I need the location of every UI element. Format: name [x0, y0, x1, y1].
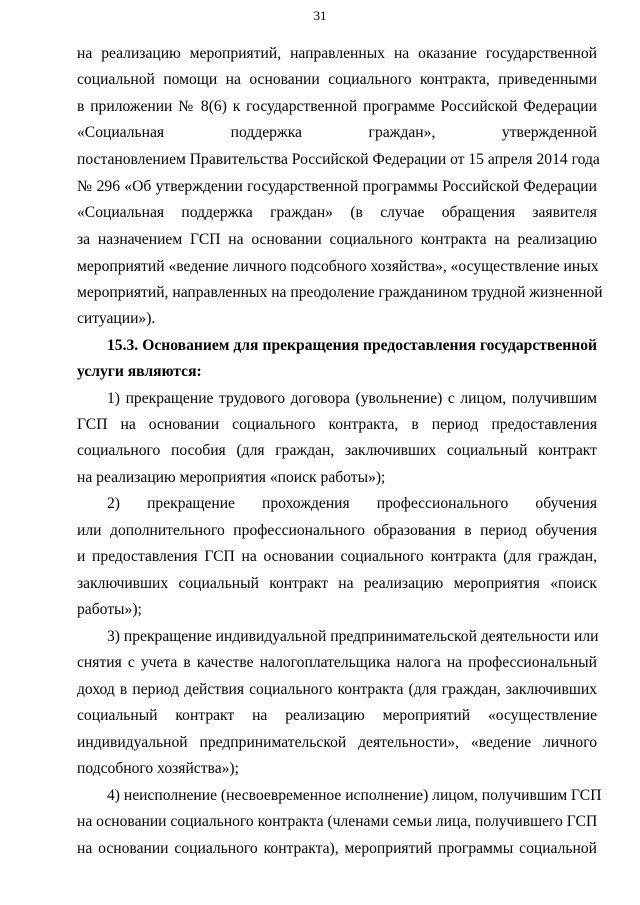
text-line: на основании социального контракта), мероприятий программы социальной — [77, 840, 597, 857]
text-line: индивидуальной предпринимательской деятельности», «ведение личного — [77, 734, 597, 751]
text-line: мероприятий, направленных на преодоление гражданином трудной жизненной — [77, 284, 603, 301]
list-item-line: 3) прекращение индивидуальной предпринимательской деятельности или — [107, 628, 599, 645]
text-line: и предоставления ГСП на основании социального контракта (для граждан, — [77, 548, 597, 565]
text-line: на реализацию мероприятия «поиск работы»); — [77, 469, 386, 486]
text-line: ситуации»). — [77, 310, 156, 327]
text-line: в приложении № 8(6) к государственной программе Российской Федерации — [77, 98, 597, 115]
list-item-line: 1) прекращение трудового договора (увольнение) с лицом, получившим — [107, 390, 597, 407]
text-line: за назначением ГСП на основании социального контракта на реализацию — [77, 231, 597, 248]
text-line: на основании социального контракта (членами семьи лица, получившего ГСП — [77, 813, 598, 830]
section-heading: 15.3. Основанием для прекращения предоставления государственной — [107, 337, 597, 354]
text-line: ГСП на основании социального контракта, в период предоставления — [77, 416, 597, 433]
page-number: 31 — [313, 8, 327, 23]
section-heading-continuation: услуги являются: — [77, 363, 202, 380]
text-line: социальный контракт на реализацию мероприятий «осуществление — [77, 707, 597, 724]
text-line: № 296 «Об утверждении государственной программы Российской Федерации — [77, 178, 597, 195]
text-line: заключивших социальный контракт на реализацию мероприятия «поиск — [77, 575, 597, 592]
list-item-line: 2) прекращение прохождения профессионального обучения — [107, 495, 597, 512]
text-line: «Социальная поддержка граждан», утвержденной — [77, 124, 597, 141]
text-line: постановлением Правительства Российской Федерации от 15 апреля 2014 года — [77, 151, 600, 168]
text-line: «Социальная поддержка граждан» (в случае обращения заявителя — [77, 204, 597, 221]
text-line: работы»); — [77, 601, 142, 618]
list-item-line: 4) неисполнение (несвоевременное исполнение) лицом, получившим ГСП — [107, 787, 602, 804]
text-line: снятия с учета в качестве налогоплательщика налога на профессиональный — [77, 654, 597, 671]
text-line: или дополнительного профессионального образования в период обучения — [77, 522, 597, 539]
text-line: подсобного хозяйства»); — [77, 760, 239, 777]
text-line: доход в период действия социального контракта (для граждан, заключивших — [77, 681, 597, 698]
text-line: социального пособия (для граждан, заключивших социальный контракт — [77, 442, 597, 459]
text-line: социальной помощи на основании социального контракта, приведенными — [77, 71, 597, 88]
text-line: мероприятий «ведение личного подсобного хозяйства», «осуществление иных — [77, 258, 599, 275]
text-line: на реализацию мероприятий, направленных на оказание государственной — [77, 45, 597, 62]
